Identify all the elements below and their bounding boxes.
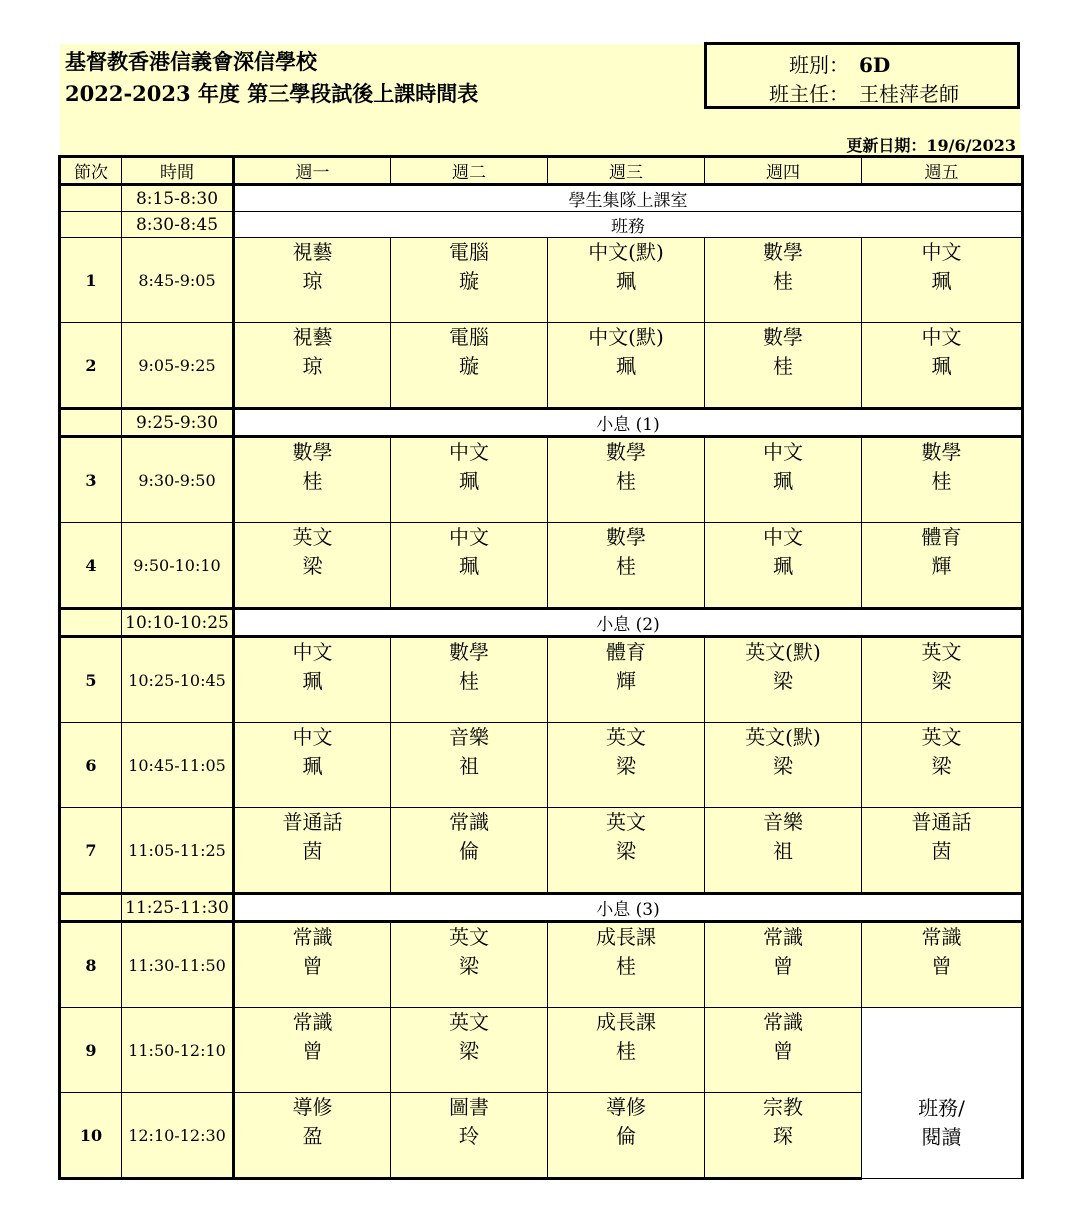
lesson-row [60, 523, 1023, 609]
subject: 數學 [763, 325, 803, 349]
subject: 中文 [921, 325, 962, 349]
period-number: 2 [60, 323, 122, 409]
subject: 體育 [921, 525, 962, 549]
subject: 英文 [292, 525, 333, 549]
lesson-row [60, 637, 1023, 723]
subject: 音樂 [763, 810, 803, 834]
col-header-thu: 週四 [705, 157, 862, 185]
subject: 數學 [606, 440, 646, 464]
subject: 常識 [449, 810, 489, 834]
col-header-fri: 週五 [862, 157, 1023, 185]
lesson-cell [862, 922, 1023, 1008]
period-cell [60, 185, 122, 212]
routine-row [60, 185, 1023, 212]
time-cell: 12:10-12:30 [122, 1093, 234, 1179]
timetable [58, 155, 1024, 1180]
subject: 導修 [292, 1095, 333, 1119]
subject: 英文 [449, 925, 489, 949]
routine-label: 學生集隊上課室 [234, 185, 1023, 212]
lesson-cell [548, 1008, 705, 1093]
teacher: 祖 [773, 839, 793, 863]
time-cell: 8:45-9:05 [122, 238, 234, 323]
teacher: 桂 [931, 469, 952, 493]
teacher: 梁 [459, 1039, 479, 1063]
col-header-wed: 週三 [548, 157, 705, 185]
time-cell: 9:50-10:10 [122, 523, 234, 609]
lesson-cell [234, 1008, 391, 1093]
class-info-box [704, 42, 1020, 109]
time-cell: 11:25-11:30 [122, 894, 234, 922]
lesson-cell [234, 238, 391, 323]
teacher: 曾 [773, 1039, 793, 1063]
lesson-cell [862, 523, 1023, 609]
timetable-title: 2022-2023 年度 第三學段試後上課時間表 [65, 81, 479, 106]
break-row [60, 894, 1023, 922]
teacher: 曾 [302, 954, 323, 978]
lesson-cell [705, 1008, 862, 1093]
subject: 常識 [292, 1010, 333, 1034]
teacher: 曾 [773, 954, 793, 978]
lesson-cell [391, 723, 548, 808]
teacher: 珮 [302, 754, 323, 778]
subject: 英文(默) [745, 725, 821, 749]
teacher: 珮 [459, 469, 479, 493]
lesson-cell [548, 1093, 705, 1179]
teacher: 桂 [616, 1039, 636, 1063]
subject: 視藝 [292, 240, 333, 264]
teacher: 梁 [302, 554, 323, 578]
subject: 成長課 [596, 925, 656, 949]
subject: 英文 [606, 810, 646, 834]
lesson-cell [705, 437, 862, 523]
lesson-cell [705, 637, 862, 723]
lesson-cell [548, 523, 705, 609]
teacher: 玲 [459, 1124, 479, 1148]
subject: 數學 [292, 440, 333, 464]
lesson-row [60, 723, 1023, 808]
time-cell: 9:25-9:30 [122, 409, 234, 437]
break-label: 小息 (2) [234, 609, 1023, 637]
lesson-cell [234, 723, 391, 808]
subject: 中文(默) [588, 240, 664, 264]
lesson-cell [548, 323, 705, 409]
subject: 宗教 [763, 1095, 803, 1119]
teacher: 珮 [773, 469, 793, 493]
lesson-cell [705, 523, 862, 609]
lesson-cell [548, 238, 705, 323]
time-cell: 8:30-8:45 [122, 212, 234, 238]
teacher: 曾 [931, 954, 952, 978]
merged-line-1: 班務/ [918, 1096, 965, 1120]
lesson-cell [862, 808, 1023, 894]
period-number: 5 [60, 637, 122, 723]
lesson-cell [705, 1093, 862, 1179]
teacher: 梁 [773, 754, 793, 778]
col-header-time: 時間 [122, 157, 234, 185]
teacher: 桂 [616, 954, 636, 978]
lesson-cell [705, 323, 862, 409]
subject: 數學 [921, 440, 962, 464]
subject: 常識 [292, 925, 333, 949]
teacher: 桂 [302, 469, 323, 493]
lesson-cell [234, 323, 391, 409]
lesson-cell [705, 723, 862, 808]
lesson-cell [548, 437, 705, 523]
subject: 體育 [606, 640, 646, 664]
teacher-row [769, 78, 959, 107]
lesson-row [60, 1008, 1023, 1093]
break-label: 小息 (1) [234, 409, 1023, 437]
routine-label: 班務 [234, 212, 1023, 238]
lesson-cell [862, 637, 1023, 723]
subject: 導修 [606, 1095, 646, 1119]
teacher: 珮 [616, 354, 636, 378]
subject: 電腦 [449, 240, 489, 264]
routine-row [60, 212, 1023, 238]
teacher: 梁 [616, 754, 636, 778]
teacher: 祖 [459, 754, 479, 778]
lesson-row [60, 437, 1023, 523]
time-cell: 11:50-12:10 [122, 1008, 234, 1093]
col-header-mon: 週一 [234, 157, 391, 185]
period-number: 10 [60, 1093, 122, 1179]
subject: 數學 [763, 240, 803, 264]
teacher: 輝 [616, 669, 636, 693]
teacher: 琛 [773, 1124, 793, 1148]
teacher: 梁 [773, 669, 793, 693]
time-cell: 9:05-9:25 [122, 323, 234, 409]
time-cell: 10:45-11:05 [122, 723, 234, 808]
subject: 中文(默) [588, 325, 664, 349]
lesson-row [60, 323, 1023, 409]
time-cell: 9:30-9:50 [122, 437, 234, 523]
lesson-cell [705, 922, 862, 1008]
break-row [60, 409, 1023, 437]
lesson-cell [862, 323, 1023, 409]
teacher: 珮 [302, 669, 323, 693]
teacher: 盈 [302, 1124, 323, 1148]
class-label: 班別： [789, 53, 849, 77]
lesson-cell [391, 1093, 548, 1179]
teacher: 桂 [616, 469, 636, 493]
lesson-cell [391, 808, 548, 894]
teacher: 輝 [931, 554, 952, 578]
period-number: 1 [60, 238, 122, 323]
period-cell [60, 409, 122, 437]
teacher: 梁 [616, 839, 636, 863]
teacher-value: 王桂萍老師 [859, 82, 959, 106]
lesson-cell [391, 323, 548, 409]
lesson-cell [548, 922, 705, 1008]
subject: 數學 [449, 640, 489, 664]
teacher: 珮 [931, 354, 952, 378]
lesson-row [60, 808, 1023, 894]
period-cell [60, 894, 122, 922]
break-label: 小息 (3) [234, 894, 1023, 922]
teacher: 桂 [773, 354, 793, 378]
teacher: 梁 [459, 954, 479, 978]
teacher: 茵 [931, 839, 952, 863]
subject: 英文(默) [745, 640, 821, 664]
lesson-cell [391, 1008, 548, 1093]
teacher: 璇 [459, 269, 479, 293]
class-row [789, 49, 890, 78]
merged-line-2: 閱讀 [921, 1125, 962, 1149]
subject: 中文 [763, 525, 803, 549]
break-row [60, 609, 1023, 637]
teacher: 珮 [931, 269, 952, 293]
lesson-cell [234, 637, 391, 723]
lesson-cell [862, 238, 1023, 323]
time-cell: 11:30-11:50 [122, 922, 234, 1008]
lesson-cell [705, 238, 862, 323]
subject: 電腦 [449, 325, 489, 349]
teacher: 梁 [931, 754, 952, 778]
subject: 中文 [921, 240, 962, 264]
teacher: 璇 [459, 354, 479, 378]
subject: 成長課 [596, 1010, 656, 1034]
lesson-row [60, 922, 1023, 1008]
period-number: 8 [60, 922, 122, 1008]
lesson-cell [391, 523, 548, 609]
lesson-cell [234, 1093, 391, 1179]
teacher: 茵 [302, 839, 323, 863]
lesson-cell [705, 808, 862, 894]
period-number: 9 [60, 1008, 122, 1093]
subject: 英文 [921, 640, 962, 664]
subject: 普通話 [282, 810, 343, 834]
lesson-cell [548, 723, 705, 808]
teacher: 桂 [459, 669, 479, 693]
teacher: 桂 [773, 269, 793, 293]
time-cell: 10:25-10:45 [122, 637, 234, 723]
period-number: 4 [60, 523, 122, 609]
subject: 常識 [763, 925, 803, 949]
subject: 英文 [921, 725, 962, 749]
period-number: 7 [60, 808, 122, 894]
lesson-row [60, 238, 1023, 323]
subject: 英文 [606, 725, 646, 749]
lesson-cell [391, 238, 548, 323]
lesson-cell [391, 637, 548, 723]
period-cell [60, 212, 122, 238]
subject: 普通話 [911, 810, 972, 834]
period-cell [60, 609, 122, 637]
subject: 中文 [292, 725, 333, 749]
teacher: 梁 [931, 669, 952, 693]
teacher-label: 班主任： [769, 82, 849, 106]
lesson-cell [862, 723, 1023, 808]
lesson-cell [548, 808, 705, 894]
teacher: 珮 [459, 554, 479, 578]
teacher: 倫 [459, 839, 479, 863]
teacher: 倫 [616, 1124, 636, 1148]
subject: 中文 [449, 525, 489, 549]
col-header-period: 節次 [60, 157, 122, 185]
subject: 中文 [763, 440, 803, 464]
lesson-cell [234, 922, 391, 1008]
lesson-cell [391, 437, 548, 523]
col-header-tue: 週二 [391, 157, 548, 185]
class-value: 6D [859, 53, 891, 77]
subject: 數學 [606, 525, 646, 549]
lesson-cell [234, 437, 391, 523]
period-number: 6 [60, 723, 122, 808]
lesson-cell [391, 922, 548, 1008]
subject: 中文 [292, 640, 333, 664]
teacher: 桂 [616, 554, 636, 578]
friday-merged-cell [862, 1008, 1023, 1179]
teacher: 琼 [302, 354, 323, 378]
time-cell: 11:05-11:25 [122, 808, 234, 894]
school-name: 基督教香港信義會深信學校 [65, 49, 317, 74]
subject: 視藝 [292, 325, 333, 349]
teacher: 珮 [616, 269, 636, 293]
teacher: 曾 [302, 1039, 323, 1063]
time-cell: 8:15-8:30 [122, 185, 234, 212]
period-number: 3 [60, 437, 122, 523]
subject: 圖書 [449, 1095, 489, 1119]
lesson-cell [234, 808, 391, 894]
teacher: 珮 [773, 554, 793, 578]
lesson-cell [548, 637, 705, 723]
subject: 英文 [449, 1010, 489, 1034]
subject: 音樂 [449, 725, 489, 749]
subject: 常識 [763, 1010, 803, 1034]
lesson-cell [234, 523, 391, 609]
subject: 中文 [449, 440, 489, 464]
teacher: 琼 [302, 269, 323, 293]
subject: 常識 [921, 925, 962, 949]
lesson-cell [862, 437, 1023, 523]
time-cell: 10:10-10:25 [122, 609, 234, 637]
header-row [60, 157, 1023, 185]
updated-date: 更新日期：19/6/2023 [846, 136, 1016, 155]
